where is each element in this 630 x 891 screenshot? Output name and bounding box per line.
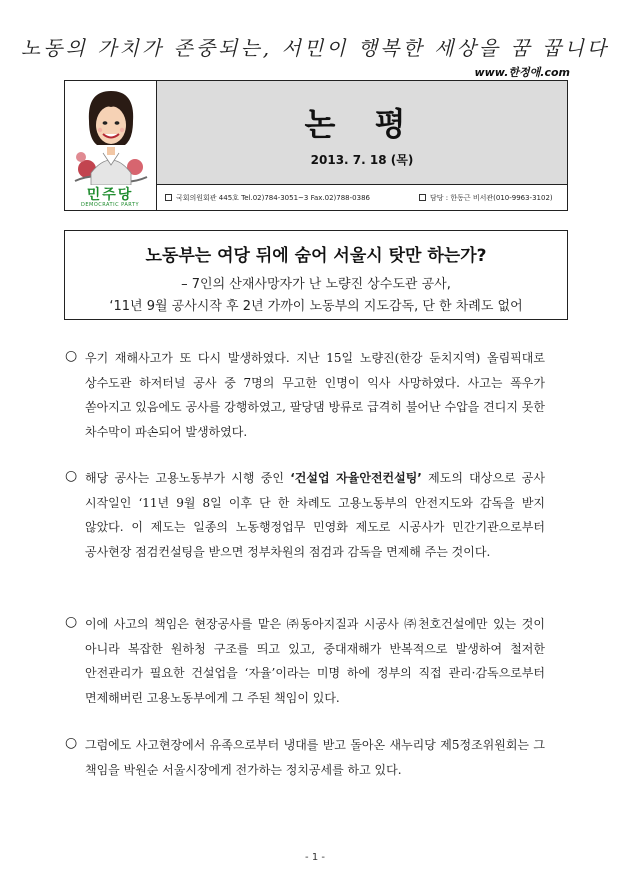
headline-box xyxy=(64,230,568,320)
paragraph-text: 그럼에도 사고현장에서 유족으로부터 냉대를 받고 돌아온 새누리당 제5정조위원회는 그 책임을 박원순 서울시장에게 전가하는 정치공세를 하고 있다. xyxy=(85,738,545,777)
contact-info-row xyxy=(157,184,567,210)
portrait-illustration xyxy=(73,87,149,185)
document-type-title: 논 평 xyxy=(304,105,420,143)
square-bullet-icon xyxy=(419,194,426,201)
circle-bullet-icon: ○ xyxy=(65,348,78,364)
program-name-emphasis: ‘건설업 자율안전컨설팅’ xyxy=(290,471,422,485)
press-header xyxy=(64,80,568,211)
party-logo xyxy=(67,187,153,209)
website-link[interactable]: www.한정애.com xyxy=(474,66,570,79)
contact-person-item xyxy=(419,193,553,203)
circle-bullet-icon: ○ xyxy=(65,735,78,751)
slogan: 노동의 가치가 존중되는, 서민이 행복한 세상을 꿈 꿉니다 xyxy=(20,36,610,60)
circle-bullet-icon: ○ xyxy=(65,468,78,484)
contact-person: 담당 : 한동근 비서관(010-9963-3102) xyxy=(430,193,553,202)
paragraph-text: 우기 재해사고가 또 다시 발생하였다. 지난 15일 노량진(한강 둔치지역) 올림픽대로 상수도관 하저터널 공사 중 7명의 무고한 인명이 익사 사망하였다. 사고는 폭우가 쏟아지고 있음에도 공사를 강행하였고, 팔당댐 방류로 급격히 불어난 수압을 견디지 못한 차수막이 파손되어 발생하였다. xyxy=(85,351,545,439)
headline-subtitle-1: – 7인의 산재사망자가 난 노량진 상수도관 공사, xyxy=(181,277,451,292)
header-title-area xyxy=(157,81,567,184)
paragraph-text-part: 해당 공사는 고용노동부가 시행 중인 xyxy=(85,471,291,485)
page-number: - 1 - xyxy=(305,852,325,863)
paragraph-text xyxy=(85,466,545,564)
header-logo-panel xyxy=(65,81,157,210)
document-date: 2013. 7. 18 (목) xyxy=(310,153,414,167)
contact-address-item xyxy=(165,193,419,203)
headline-title: 노동부는 여당 뒤에 숨어 서울시 탓만 하는가? xyxy=(145,246,487,266)
contact-address: 국회의원회관 445호 Tel.02)784-3051~3 Fax.02)788-0386 xyxy=(176,193,370,202)
square-bullet-icon xyxy=(165,194,172,201)
paragraph-text-part: 제도의 대상으로 공사 시작일인 ‘11년 9월 8일 이후 단 한 차례도 고용노동부의 안전지도와 감독을 받지 않았다. 이 제도는 일종의 노동행정업무 민영화 제도로 시공사가 민간기관으로부터 공사현장 점검컨설팅을 받으면 정부차원의 점검과 감독을 면제해 주는 것이다. xyxy=(85,471,545,559)
headline-subtitle-2: ‘11년 9월 공사시작 후 2년 가까이 노동부의 지도감독, 단 한 차례도 없어 xyxy=(109,299,523,314)
circle-bullet-icon: ○ xyxy=(65,614,78,630)
party-logo-name: 민주당 xyxy=(86,187,134,203)
party-logo-subtitle: DEMOCRATIC PARTY xyxy=(81,202,139,208)
paragraph-text: 이에 사고의 책임은 현장공사를 맡은 ㈜동아지질과 시공사 ㈜천호건설에만 있는 것이 아니라 복잡한 원하청 구조를 띄고 있고, 중대재해가 반복적으로 발생하여 철저한 안전관리가 필요한 건설업을 ‘자율’이라는 미명 하에 정부의 직접 관리·감독으로부터 면제해버린 고용노동부에게 그 주된 책임이 있다. xyxy=(85,617,545,705)
